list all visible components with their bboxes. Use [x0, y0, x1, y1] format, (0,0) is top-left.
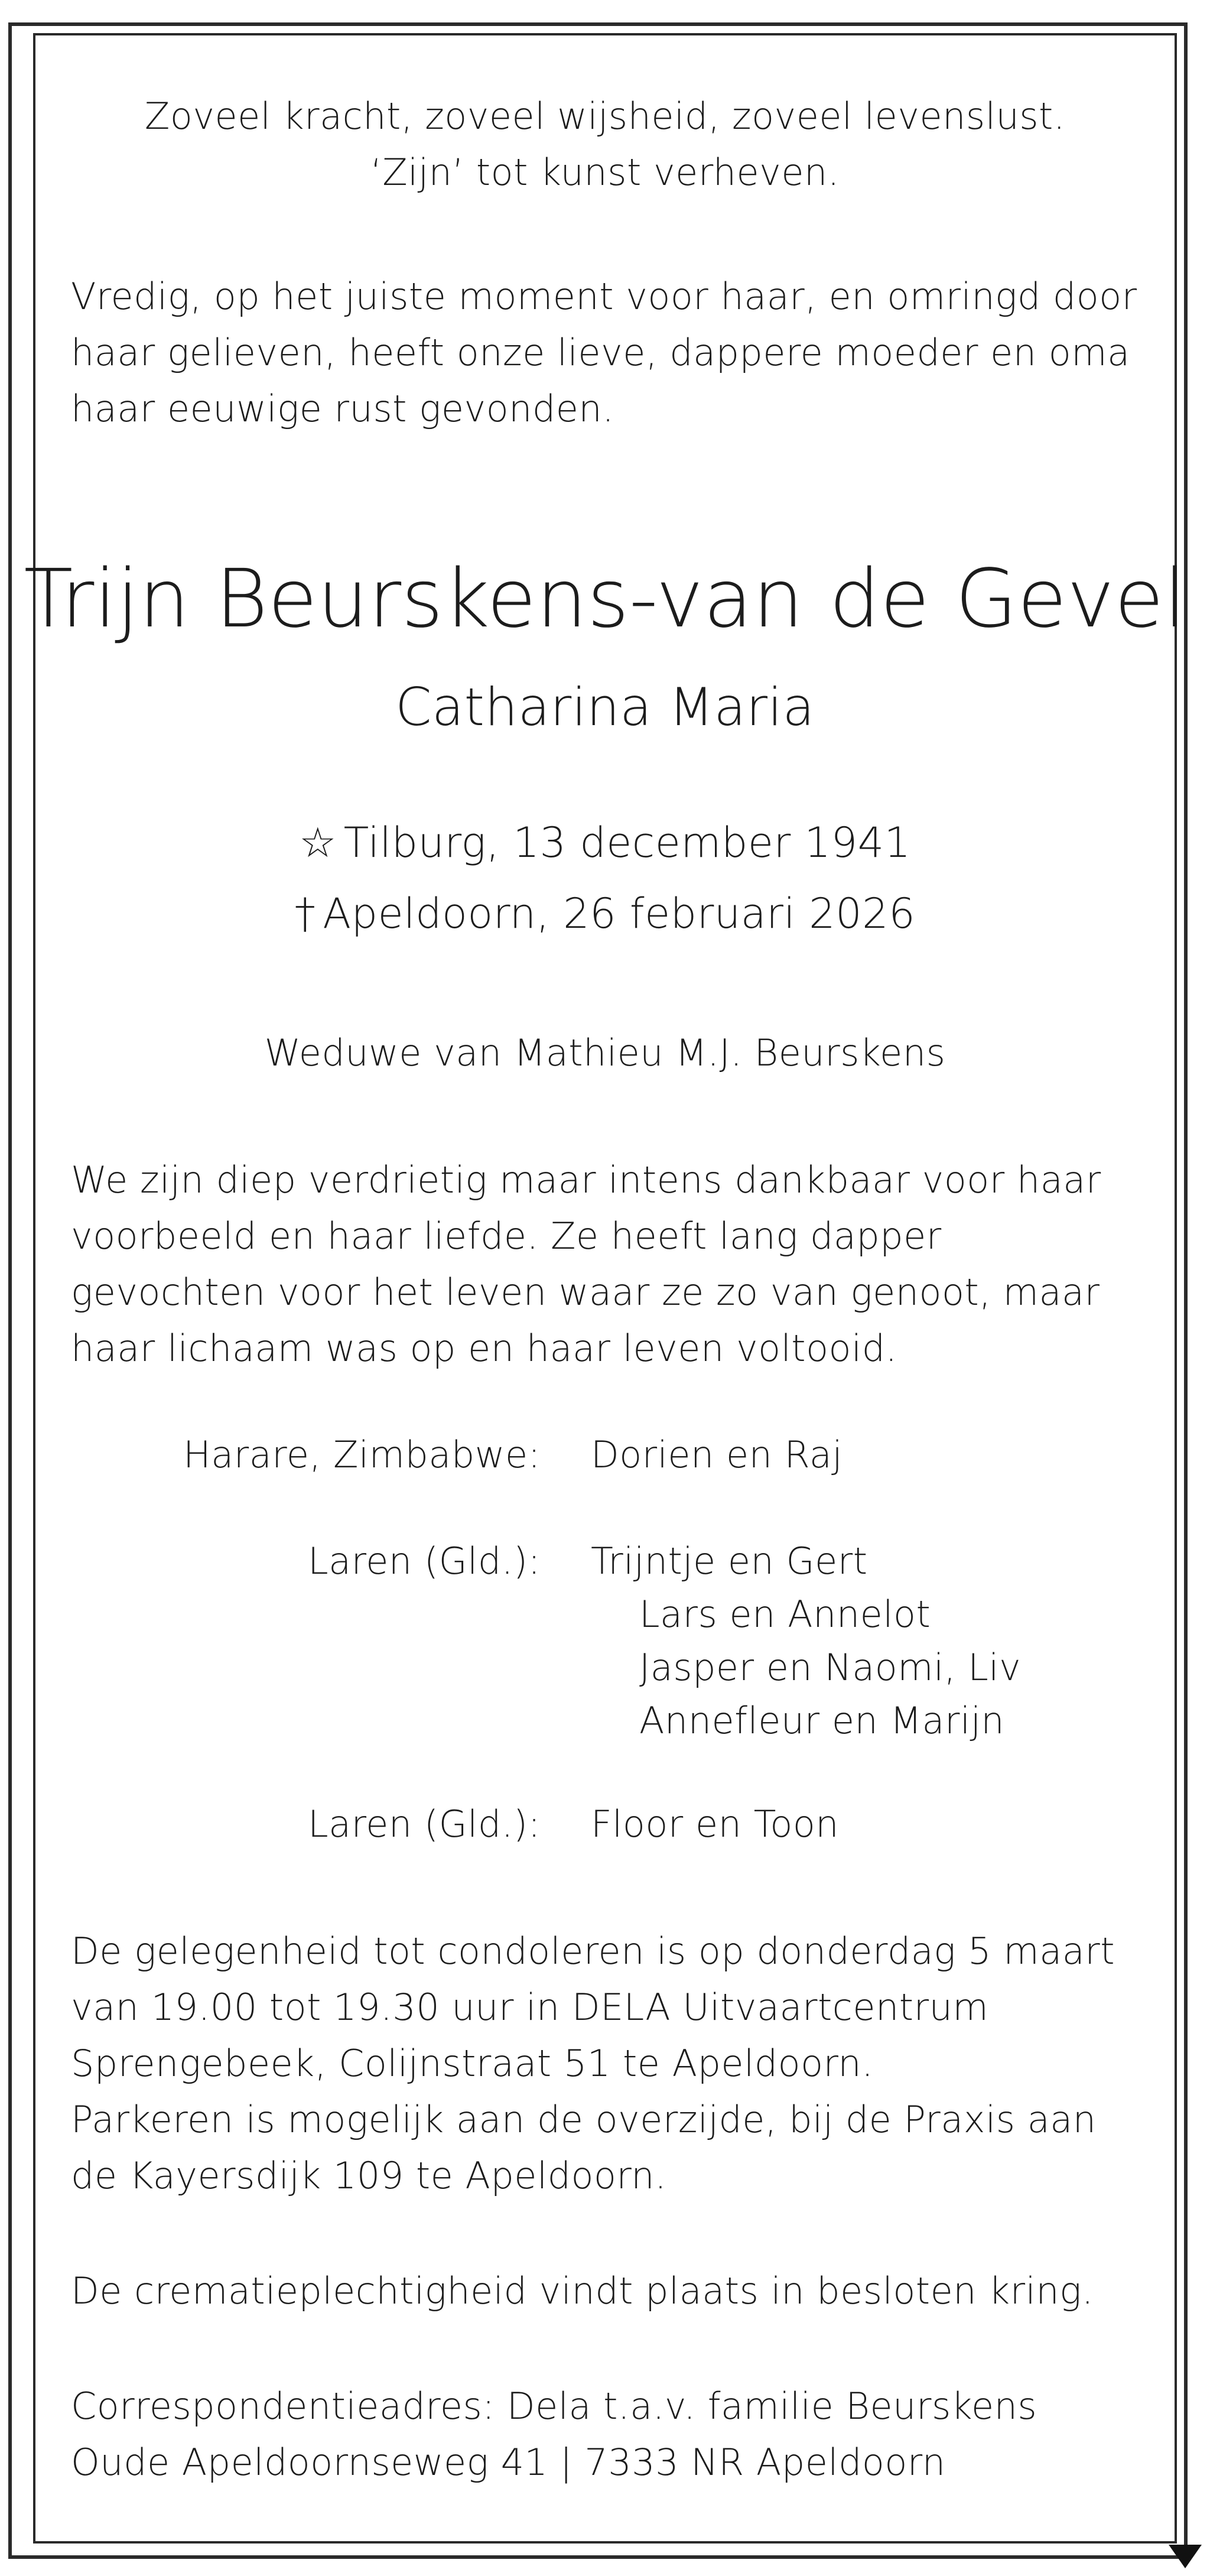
intro-line-2: haar gelieven, heeft onze lieve, dappere moeder en oma: [71, 331, 1130, 374]
condolence-line-2: van 19.00 tot 19.30 uur in DELA Uitvaartcentrum: [71, 1986, 989, 2029]
condolence-line-5: de Kayersdijk 109 te Apeldoorn.: [71, 2154, 667, 2197]
message-line-3: gevochten voor het leven waar ze zo van genoot, maar: [71, 1271, 1100, 1314]
deceased-name: Trijn Beurskens-van de Gevel: [24, 553, 1186, 646]
correspondence-line-1: Correspondentieadres: Dela t.a.v. familie Beurskens: [71, 2385, 1037, 2428]
family-names-3-1: Floor en Toon: [591, 1802, 840, 1846]
death-line: [0, 889, 1210, 938]
triangle-down-icon[interactable]: [1169, 2545, 1202, 2568]
cremation-line: De crematieplechtigheid vindt plaats in besloten kring.: [71, 2269, 1094, 2312]
family-names-2-1: Trijntje en Gert: [591, 1539, 868, 1583]
verse-line-1: Zoveel kracht, zoveel wijsheid, zoveel levenslust.: [144, 95, 1066, 138]
family-names-2-4: Annefleur en Marijn: [639, 1699, 1005, 1742]
condolence-line-1: De gelegenheid tot condoleren is op donderdag 5 maart: [71, 1929, 1115, 1973]
birth-date: Tilburg, 13 december 1941: [343, 818, 911, 867]
cross-icon: †: [294, 889, 316, 938]
family-names-2-2: Lars en Annelot: [639, 1593, 931, 1636]
death-date: Apeldoorn, 26 februari 2026: [323, 889, 916, 938]
message-line-1: We zijn diep verdrietig maar intens dankbaar voor haar: [71, 1158, 1101, 1201]
deceased-full-name: Catharina Maria: [395, 677, 815, 738]
family-place-3: Laren (Gld.):: [308, 1802, 541, 1846]
message-line-2: voorbeeld en haar liefde. Ze heeft lang dapper: [71, 1214, 942, 1258]
spouse-line: Weduwe van Mathieu M.J. Beurskens: [264, 1031, 946, 1074]
message-line-4: haar lichaam was op en haar leven voltooid.: [71, 1327, 897, 1370]
intro-line-1: Vredig, op het juiste moment voor haar, en omringd door: [71, 275, 1137, 318]
family-place-1: Harare, Zimbabwe:: [183, 1433, 541, 1476]
condolence-line-4: Parkeren is mogelijk aan de overzijde, bij de Praxis aan: [71, 2098, 1097, 2141]
family-names-1-1: Dorien en Raj: [591, 1433, 843, 1476]
correspondence-line-2: Oude Apeldoornseweg 41 | 7333 NR Apeldoorn: [71, 2441, 946, 2484]
intro-line-3: haar eeuwige rust gevonden.: [71, 387, 614, 430]
condolence-line-3: Sprengebeek, Colijnstraat 51 te Apeldoorn.: [71, 2042, 874, 2085]
verse-line-2: ‘Zijn’ tot kunst verheven.: [370, 151, 840, 194]
birth-line: [0, 818, 1210, 867]
family-names-2-3: Jasper en Naomi, Liv: [639, 1646, 1022, 1689]
family-place-2: Laren (Gld.):: [308, 1539, 541, 1583]
star-icon: ☆: [299, 818, 337, 867]
